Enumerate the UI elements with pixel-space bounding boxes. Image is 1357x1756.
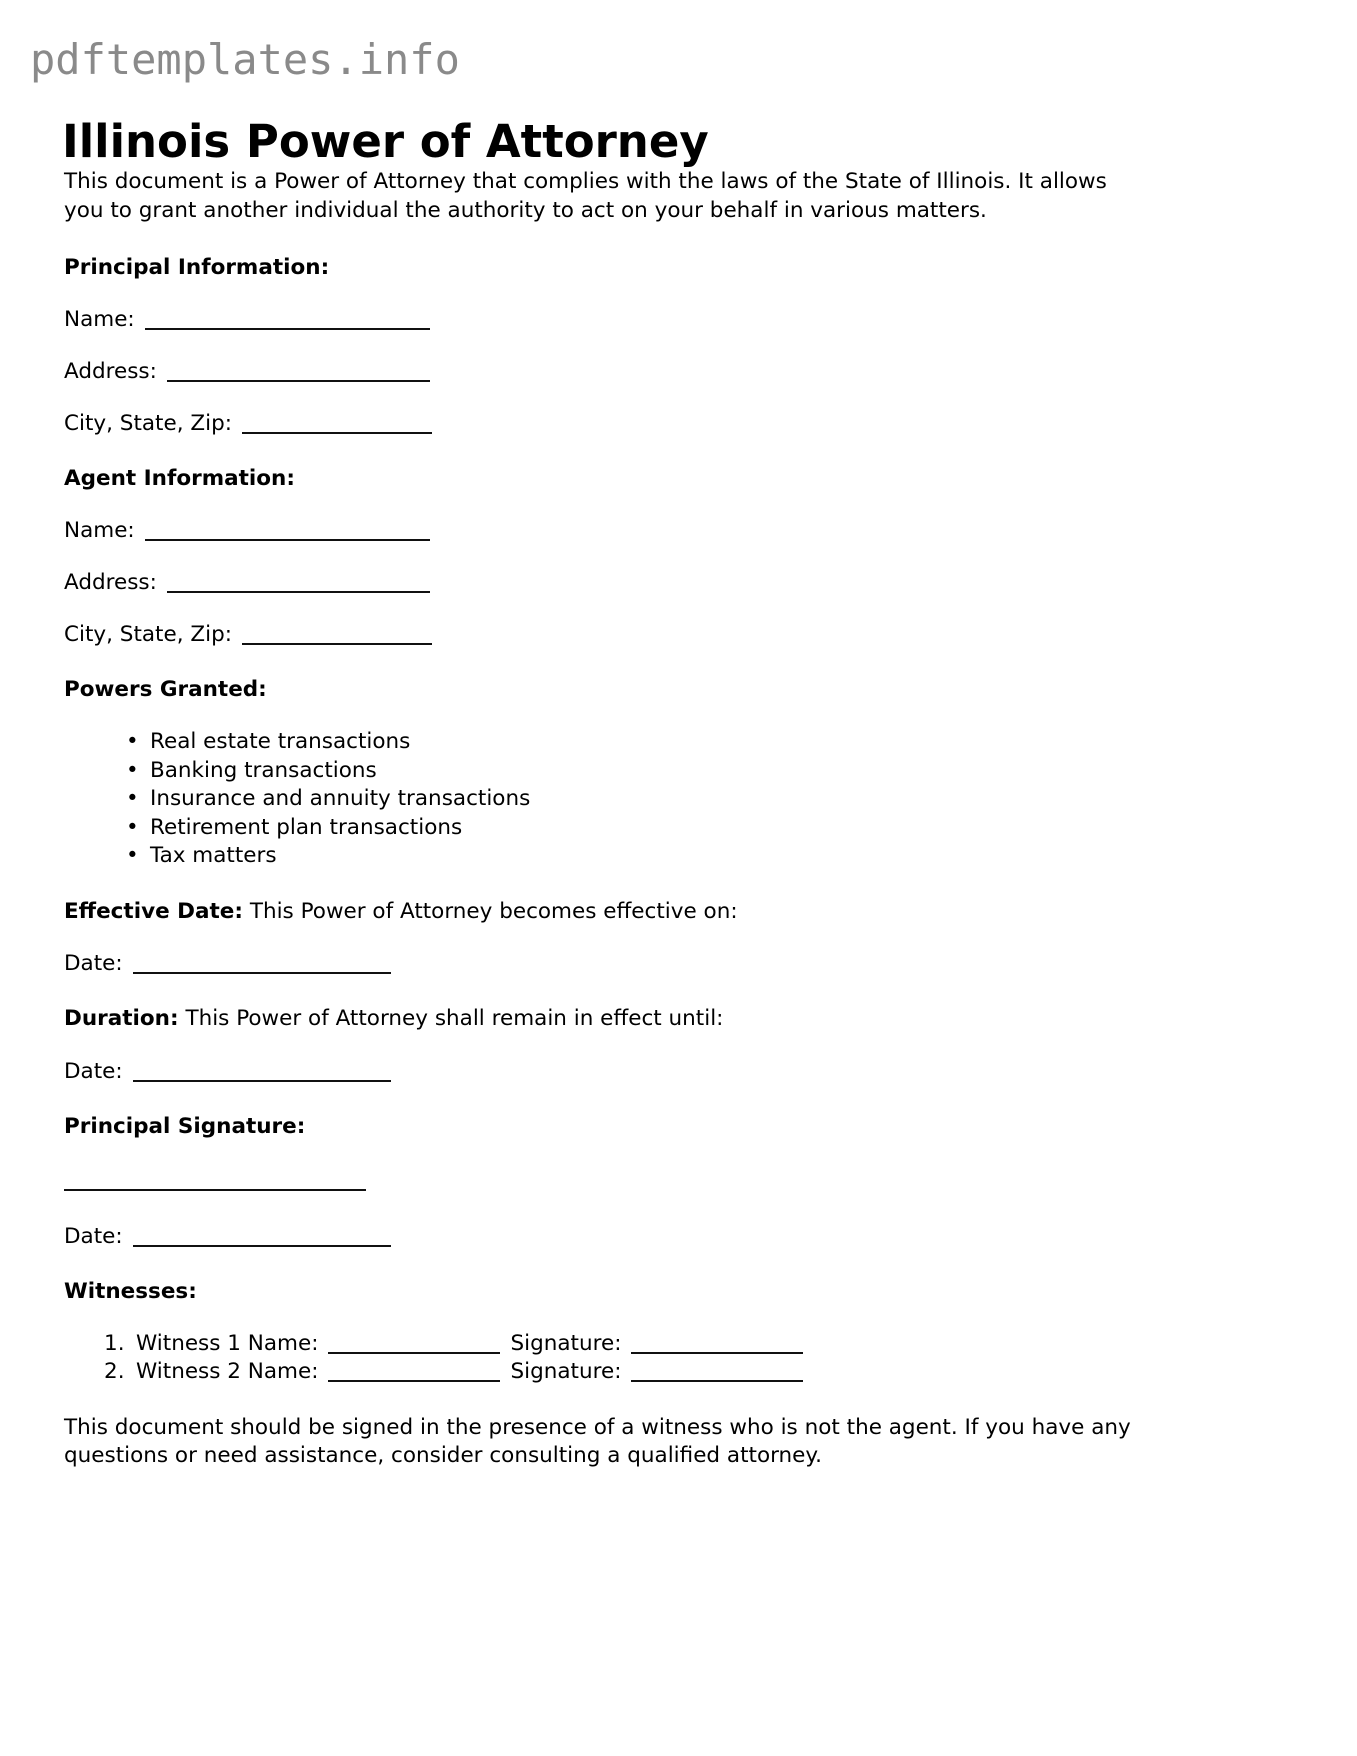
principal-name-input[interactable]: [145, 328, 430, 330]
agent-city-state-zip-label: City, State, Zip:: [64, 622, 232, 647]
spacer: [64, 871, 1149, 898]
spacer: [64, 1306, 1149, 1330]
witnesses-heading: Witnesses:: [64, 1278, 197, 1304]
table-row[interactable]: [104, 1358, 1149, 1387]
spacer: [64, 978, 1149, 1005]
principal-city-state-zip-label: City, State, Zip:: [64, 411, 232, 436]
effective-date-field[interactable]: [64, 950, 1149, 978]
principal-address-field[interactable]: [64, 358, 1149, 386]
page-title: Illinois Power of Attorney: [62, 115, 709, 169]
witness-1-name-input[interactable]: [328, 1352, 500, 1354]
principal-city-state-zip-field[interactable]: [64, 410, 1149, 438]
agent-name-field[interactable]: [64, 517, 1149, 545]
spacer: [64, 282, 1149, 306]
site-watermark: pdftemplates.info: [30, 35, 460, 84]
agent-address-input[interactable]: [167, 591, 430, 593]
effective-date-paragraph: [64, 898, 1149, 927]
effective-date-text: This Power of Attorney becomes effective on:: [249, 898, 738, 924]
principal-address-label: Address:: [64, 359, 157, 384]
agent-city-state-zip-field[interactable]: [64, 621, 1149, 649]
spacer: [64, 545, 1149, 569]
principal-signature-date-input[interactable]: [133, 1245, 391, 1247]
table-row[interactable]: [104, 1330, 1149, 1359]
spacer: [64, 649, 1149, 676]
effective-date-label: Effective Date:: [64, 898, 243, 924]
spacer: [64, 1034, 1149, 1058]
effective-date-input[interactable]: [133, 972, 391, 974]
agent-city-state-zip-input[interactable]: [242, 643, 432, 645]
spacer: [64, 926, 1149, 950]
principal-city-state-zip-input[interactable]: [242, 432, 432, 434]
list-item: • Banking transactions: [126, 757, 1149, 786]
agent-name-input[interactable]: [145, 539, 430, 541]
powers-granted-heading: Powers Granted:: [64, 677, 267, 702]
spacer: [64, 1191, 1149, 1223]
principal-signature-heading: Principal Signature:: [64, 1113, 306, 1139]
agent-information-heading: Agent Information:: [64, 466, 295, 491]
list-item: • Real estate transactions: [126, 728, 1149, 757]
spacer: [64, 704, 1149, 728]
witness-2-name-input[interactable]: [328, 1380, 500, 1382]
spacer: [64, 1141, 1149, 1189]
principal-signature-date-label: Date:: [64, 1223, 123, 1249]
spacer: [64, 334, 1149, 358]
list-item: • Insurance and annuity transactions: [126, 785, 1149, 814]
witness-2-name-label: Witness 2 Name:: [136, 1359, 319, 1384]
duration-date-label: Date:: [64, 1058, 123, 1084]
spacer: [64, 1086, 1149, 1113]
spacer: [64, 493, 1149, 517]
spacer: [64, 597, 1149, 621]
list-item: • Tax matters: [126, 842, 1149, 871]
spacer: [64, 225, 1149, 254]
duration-label: Duration:: [64, 1006, 179, 1031]
principal-information-heading: Principal Information:: [64, 255, 330, 280]
spacer: [64, 1387, 1149, 1414]
closing-paragraph: This document should be signed in the presence of a witness who is not the agent. If you have any questions or need assistance, consider consulting a qualified attorney.: [64, 1414, 1131, 1468]
agent-address-field[interactable]: [64, 569, 1149, 597]
effective-date-date-label: Date:: [64, 951, 123, 976]
agent-name-label: Name:: [64, 518, 135, 543]
witness-2-signature-input[interactable]: [631, 1380, 803, 1382]
spacer: [64, 386, 1149, 410]
intro-paragraph: This document is a Power of Attorney that complies with the laws of the State of Illinois. It allows you to grant another individual the authority to act on your behalf in various matters.: [64, 169, 1107, 223]
witnesses-list: [64, 1330, 1149, 1387]
witness-1-name-label: Witness 1 Name:: [136, 1330, 319, 1356]
witness-1-signature-label: Signature:: [510, 1330, 622, 1356]
spacer: [64, 438, 1149, 465]
principal-name-field[interactable]: [64, 306, 1149, 334]
principal-address-input[interactable]: [167, 380, 430, 382]
list-item: • Retirement plan transactions: [126, 814, 1149, 843]
witness-2-signature-label: Signature:: [510, 1359, 622, 1384]
duration-paragraph: [64, 1005, 1149, 1034]
spacer: [64, 1251, 1149, 1278]
powers-granted-list: [64, 728, 1149, 871]
principal-name-label: Name:: [64, 307, 135, 332]
duration-date-input[interactable]: [133, 1080, 391, 1082]
document-body: [64, 168, 1149, 1471]
agent-address-label: Address:: [64, 570, 157, 595]
witness-1-signature-input[interactable]: [631, 1352, 803, 1354]
duration-text: This Power of Attorney shall remain in effect until:: [185, 1006, 724, 1031]
principal-signature-date-field[interactable]: [64, 1223, 1149, 1251]
duration-date-field[interactable]: [64, 1058, 1149, 1086]
